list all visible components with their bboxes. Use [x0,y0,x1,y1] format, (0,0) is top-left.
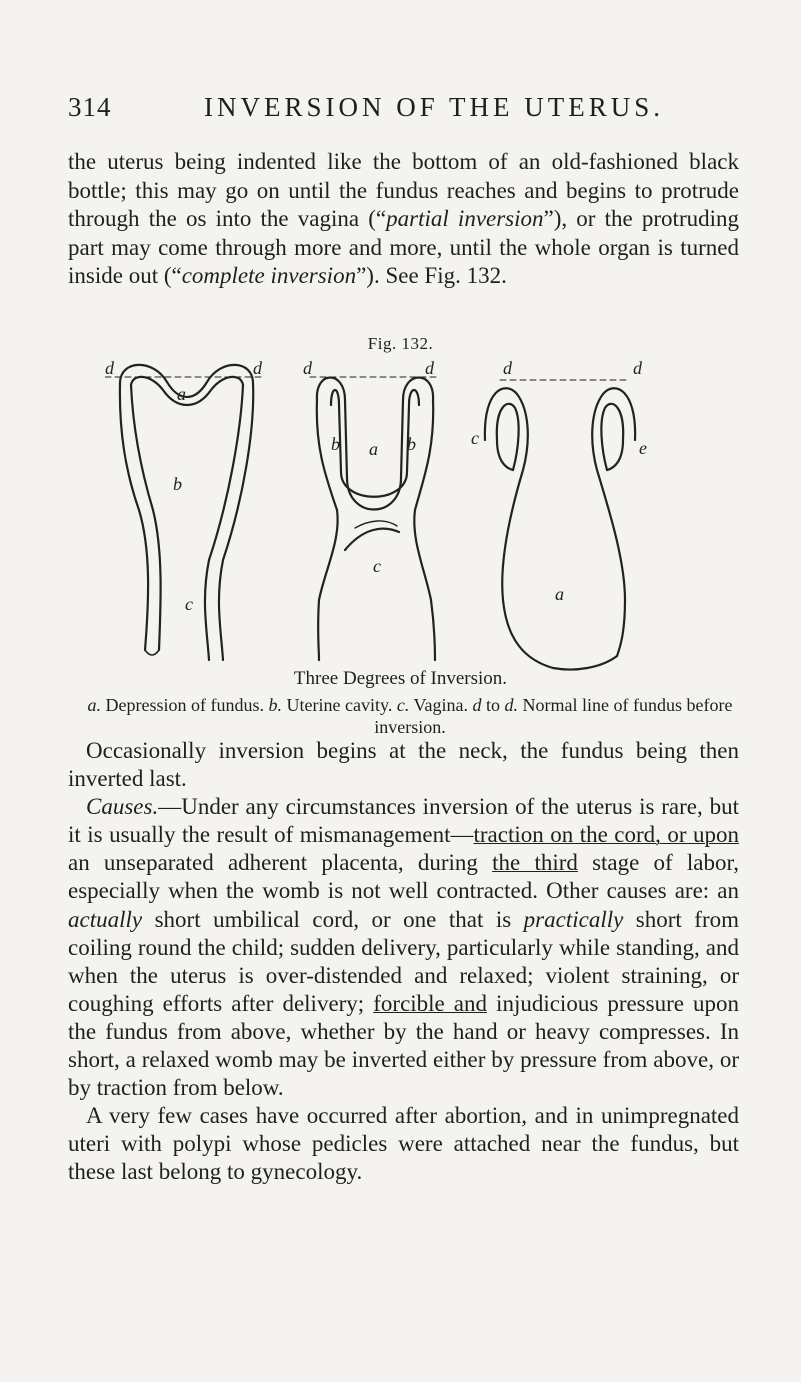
running-title: INVERSION OF THE UTERUS. [204,92,665,122]
figure-label: Fig. 132. [367,334,434,353]
caption-text: Vagina. [409,695,473,715]
caption-key: c. [396,695,410,715]
fig-letter-d: d [503,360,512,378]
intro-italic-complete: complete inversion [181,263,357,289]
fig-letter-d: d [253,360,262,378]
underlined-text: forcible and [373,990,488,1016]
fig-letter-d: d [425,360,434,378]
paragraph-neck-inversion: Occasionally inversion begins at the neck, the fundus being then inverted last. [68,738,739,792]
figure-caption [80,694,740,738]
diagram-depression [105,365,265,660]
caption-text: Depression of fundus. [101,695,269,715]
fig-letter-c: c [185,594,193,614]
caption-key: d [472,695,482,715]
causes-heading: Causes. [86,794,159,820]
inversion-diagram [105,360,745,680]
fig-letter-d: d [303,360,312,378]
caption-key: a. [87,695,102,715]
caption-text: Uterine cavity. [282,695,397,715]
fig-letter-b: b [407,434,416,454]
body-text [68,737,739,1187]
diagram-partial [310,377,440,660]
fig-letter-b: b [331,434,340,454]
fig-letter-a: a [177,384,186,404]
diagram-complete [485,380,635,670]
italic-actually: actually [68,906,143,932]
caption-key: b. [268,695,283,715]
fig-letter-a: a [369,439,378,459]
causes-text: short from coiling round the child; sudden delivery, particularly while standing, and when the uterus is over-distended and relaxed; violent straining, or coughing efforts after delivery; [68,906,739,1016]
intro-paragraph [68,148,739,291]
inversion-figure [105,360,745,680]
fig-letter-c: c [373,556,381,576]
causes-text: short umbilical cord, or one that is [142,906,524,932]
causes-text: —Under any circumstances inversion of the uterus is rare, but it is usually the result of mismanagement— [68,794,739,848]
fig-letter-a: a [555,584,564,604]
caption-key: d. [504,695,519,715]
paragraph-abortion: A very few cases have occurred after abortion, and in unimpregnated uteri with polypi whose pedicles were attached near the fundus, but these last belong to gynecology. [68,1103,739,1185]
causes-text: injudicious pressure upon the fundus from above, whether by the hand or heavy compresses. In short, a relaxed womb may be inverted either by pressure from above, or by traction from below. [68,990,739,1101]
causes-text: an unseparated adherent placenta, during [68,850,493,876]
running-header [68,92,740,128]
paragraph-causes [68,793,739,1102]
fig-letter-c: c [471,428,479,448]
intro-text: ”), or the protruding part may come through more and more, until the whole organ is turned inside out (“ [68,206,739,289]
underlined-text: traction on the cord, or upon [473,822,739,848]
fig-letter-d: d [105,360,114,378]
underlined-text: the third [492,850,578,876]
caption-text: to [481,695,505,715]
fig-letter-d: d [633,360,642,378]
italic-practically: practically [523,906,624,932]
intro-text: the uterus being indented like the bottom of an old-fashioned black bottle; this may go on until the fundus reaches and begins to protrude through the os into the vagina (“ [68,149,739,232]
page-number: 314 [68,92,112,122]
fig-letter-e: e [639,438,647,458]
intro-italic-partial: partial inversion [386,206,544,232]
causes-text: stage of labor, especially when the womb is not well contracted. Other causes are: an [68,850,739,904]
intro-text: ”). See Fig. 132. [356,263,507,289]
figure-caption-title: Three Degrees of Inversion. [293,668,508,689]
fig-letter-b: b [173,474,182,494]
caption-text: Normal line of fundus before inversion. [374,695,733,737]
